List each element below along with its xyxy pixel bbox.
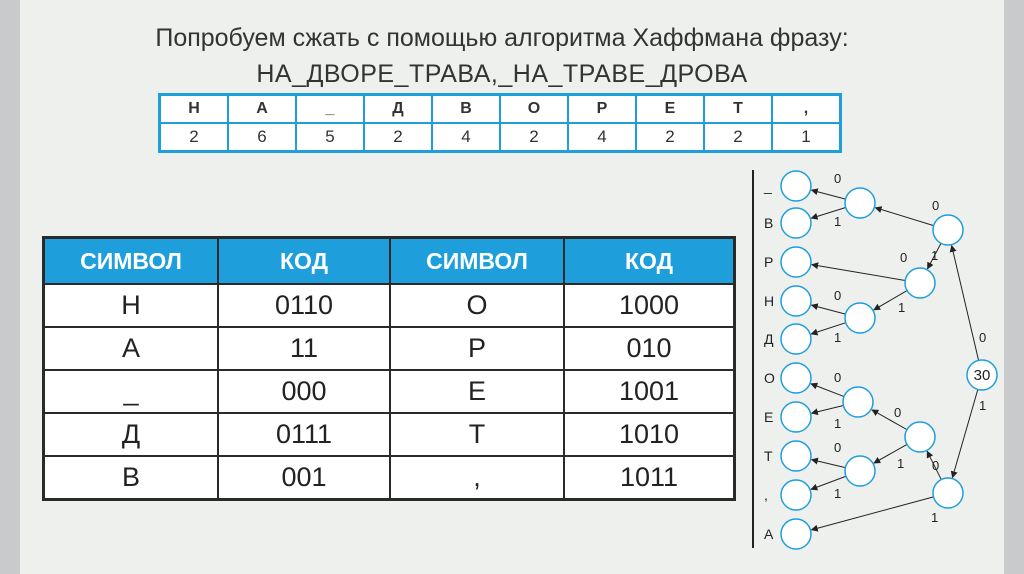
code-cell: 000: [218, 370, 390, 413]
internal-node: [933, 478, 963, 508]
symbol-cell: Д: [44, 413, 219, 456]
tree-edge: [811, 497, 933, 530]
freq-count: 4: [568, 123, 636, 152]
freq-count: 4: [432, 123, 500, 152]
freq-count: 5: [296, 123, 364, 152]
freq-count: 2: [636, 123, 704, 152]
edge-bit-label: 1: [834, 214, 842, 229]
leaf-node: [781, 208, 811, 238]
phrase: НА_ДВОРЕ_ТРАВА,_НА_ТРАВЕ_ДРОВА: [256, 60, 748, 88]
internal-node: [905, 268, 935, 298]
leaf-symbol-label: О: [764, 370, 775, 386]
freq-symbol: Н: [160, 95, 229, 124]
leaf-symbol-label: В: [764, 215, 774, 231]
tree-edge: [811, 305, 845, 314]
freq-count: 6: [228, 123, 296, 152]
code-cell: 0111: [218, 413, 390, 456]
slide-title: Попробуем сжать с помощью алгоритма Хаффмана фразу:: [155, 24, 849, 52]
freq-symbol: Е: [636, 95, 704, 124]
edge-bit-label: 1: [898, 300, 906, 315]
edge-bit-label: 1: [979, 398, 987, 413]
leaf-symbol-label: Р: [764, 254, 774, 270]
internal-node: [845, 456, 875, 486]
freq-symbol: А: [228, 95, 296, 124]
leaf-symbol-label: Д: [764, 331, 774, 347]
internal-node: [845, 303, 875, 333]
edge-bit-label: 0: [894, 405, 902, 420]
edge-bit-label: 1: [834, 330, 842, 345]
freq-symbol: В: [432, 95, 500, 124]
leaf-symbol-label: ,: [764, 487, 768, 503]
header-symbol: СИМВОЛ: [390, 238, 564, 285]
leaf-symbol-label: Е: [764, 409, 774, 425]
symbol-cell: _: [44, 370, 219, 413]
code-cell: 001: [218, 456, 390, 500]
edge-bit-label: 0: [932, 458, 940, 473]
freq-count: 2: [500, 123, 568, 152]
code-cell: 010: [564, 327, 735, 370]
code-cell: 0110: [218, 284, 390, 327]
code-cell: 1001: [564, 370, 735, 413]
internal-node: [905, 422, 935, 452]
freq-symbol: Р: [568, 95, 636, 124]
code-cell: 11: [218, 327, 390, 370]
leaf-symbol-label: Т: [764, 448, 773, 464]
symbol-cell: ,: [390, 456, 564, 500]
edge-bit-label: 0: [932, 198, 940, 213]
header-symbol: СИМВОЛ: [44, 238, 219, 285]
freq-symbol: Т: [704, 95, 772, 124]
code-cell: 1000: [564, 284, 735, 327]
code-cell: 1010: [564, 413, 735, 456]
internal-node: [845, 188, 875, 218]
freq-symbol: О: [500, 95, 568, 124]
edge-bit-label: 0: [834, 370, 842, 385]
symbol-cell: Е: [390, 370, 564, 413]
edge-bit-label: 1: [897, 456, 905, 471]
symbol-cell: О: [390, 284, 564, 327]
tree-edge: [811, 384, 844, 397]
tree-edge: [812, 406, 844, 414]
leaf-node: [781, 363, 811, 393]
header-code: КОД: [218, 238, 390, 285]
tree-nodes: [781, 171, 997, 549]
edge-bit-label: 1: [931, 248, 939, 263]
leaf-symbol-label: _: [764, 178, 772, 194]
tree-edge: [812, 265, 905, 281]
leaf-node: [781, 171, 811, 201]
tree-edge: [872, 410, 907, 430]
freq-count: 1: [772, 123, 841, 152]
edge-bit-label: 1: [834, 486, 842, 501]
leaf-node: [781, 441, 811, 471]
freq-count: 2: [364, 123, 432, 152]
internal-node: [843, 387, 873, 417]
symbol-cell: Т: [390, 413, 564, 456]
root-weight-label: 30: [973, 367, 991, 384]
edge-bit-label: 1: [834, 416, 842, 431]
leaf-node: [781, 480, 811, 510]
symbol-cell: Р: [390, 327, 564, 370]
tree-edge: [811, 190, 845, 199]
leaf-node: [781, 324, 811, 354]
leaf-symbol-label: Н: [764, 293, 775, 309]
freq-symbol: _: [296, 95, 364, 124]
internal-node: [933, 215, 963, 245]
leaf-symbol-label: А: [764, 526, 774, 542]
symbol-cell: А: [44, 327, 219, 370]
symbol-cell: В: [44, 456, 219, 500]
edge-bit-label: 0: [834, 171, 842, 186]
leaf-node: [781, 519, 811, 549]
tree-edge: [952, 389, 977, 477]
leaf-node: [781, 247, 811, 277]
freq-count: 2: [160, 123, 229, 152]
edge-bit-label: 0: [900, 250, 908, 265]
freq-symbol: ,: [772, 95, 841, 124]
edge-bit-label: 0: [834, 440, 842, 455]
symbol-cell: Н: [44, 284, 219, 327]
tree-edge: [952, 246, 979, 361]
freq-symbol: Д: [364, 95, 432, 124]
tree-edge: [812, 460, 846, 468]
edge-bit-label: 0: [834, 288, 842, 303]
edge-bit-label: 0: [979, 330, 987, 345]
tree-edge: [875, 208, 933, 226]
leaf-node: [781, 286, 811, 316]
header-code: КОД: [564, 238, 735, 285]
leaf-node: [781, 402, 811, 432]
code-cell: 1011: [564, 456, 735, 500]
edge-bit-label: 1: [931, 510, 939, 525]
freq-count: 2: [704, 123, 772, 152]
